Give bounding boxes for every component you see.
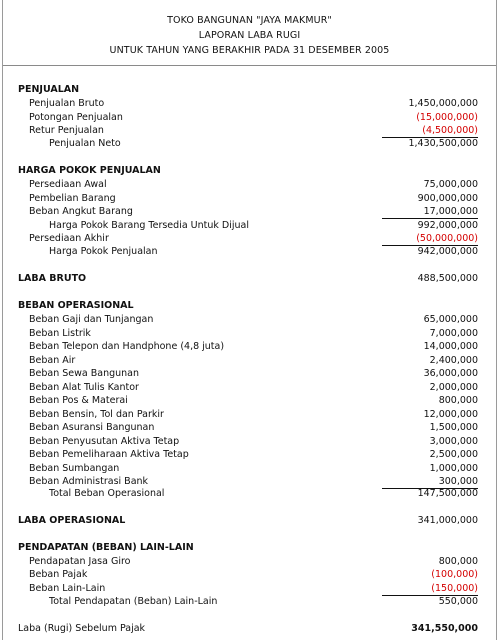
line-value: 1,500,000 [429,422,478,433]
line-value-negative: (4,500,000) [382,124,478,138]
line-item-retur-penjualan [3,124,496,137]
line-value: 2,500,000 [429,449,478,460]
line-item-beban-pajak [3,568,496,581]
line-label: Beban Gaji dan Tunjangan [29,314,154,325]
section-title: BEBAN OPERASIONAL [18,300,134,311]
line-value: 800,000 [438,556,478,567]
line-value: 3,000,000 [429,436,478,447]
line-value: 300,000 [382,475,478,489]
line-label: Beban Asuransi Bangunan [29,422,155,433]
line-value-negative: (15,000,000) [416,112,478,123]
line-value: 1,000,000 [429,463,478,474]
line-value: 12,000,000 [423,409,478,420]
line-label: Beban Listrik [29,328,91,339]
expense-line-item [3,421,496,434]
line-label: Beban Sumbangan [29,463,120,474]
expense-line-item [3,327,496,340]
line-item-pembelian-barang [3,192,496,205]
subtotal-value: 942,000,000 [417,246,478,257]
line-label: Beban Air [29,355,76,366]
line-label: Pendapatan Jasa Giro [29,556,131,567]
subtotal-value: 1,430,500,000 [408,138,478,149]
line-value: 7,000,000 [429,328,478,339]
subtotal-label: Total Pendapatan (Beban) Lain-Lain [49,596,218,607]
line-label: Beban Sewa Bangunan [29,368,140,379]
section-title: PENJUALAN [18,84,80,95]
section-heading-hpp [3,164,496,177]
subtotal-value: 550,000 [438,596,478,607]
report-body [3,66,496,640]
expense-line-item [3,354,496,367]
expense-line-item [3,408,496,421]
line-label: Retur Penjualan [29,125,104,136]
subtotal-beban-operasional [3,487,496,500]
section-heading-lain-lain [3,541,496,554]
report-title: LAPORAN LABA RUGI [198,30,301,41]
line-item-potongan-penjualan [3,111,496,124]
expense-line-item [3,448,496,461]
line-label: Penjualan Bruto [29,98,105,109]
line-item-beban-angkut [3,205,496,218]
section-heading-penjualan [3,83,496,96]
subtotal-label: Harga Pokok Barang Tersedia Untuk Dijual [49,220,249,231]
line-label: Persediaan Akhir [29,233,109,244]
line-item-beban-lain-lain [3,582,496,595]
line-label: Beban Lain-Lain [29,583,106,594]
line-value: 900,000,000 [417,193,478,204]
line-value-negative: (100,000) [431,569,478,580]
total-value: 341,550,000 [411,623,478,634]
line-item-persediaan-awal [3,178,496,191]
line-label: Beban Pajak [29,569,88,580]
subtotal-lain-lain [3,595,496,608]
line-label: Pembelian Barang [29,193,116,204]
line-value: 1,450,000,000 [408,98,478,109]
total-laba-sebelum-pajak [3,622,496,635]
total-label: LABA OPERASIONAL [18,515,126,526]
expense-line-item [3,340,496,353]
line-label: Beban Telepon dan Handphone (4,8 juta) [29,341,225,352]
line-value: 800,000 [438,395,478,406]
subtotal-label: Penjualan Neto [49,138,121,149]
expense-line-item [3,367,496,380]
line-label: Persediaan Awal [29,179,107,190]
report-period: UNTUK TAHUN YANG BERAKHIR PADA 31 DESEMBER 2005 [109,45,390,56]
line-value: 14,000,000 [423,341,478,352]
line-label: Beban Pos & Materai [29,395,128,406]
subtotal-penjualan-neto [3,137,496,150]
total-label: Laba (Rugi) Sebelum Pajak [18,623,146,634]
line-item-penjualan-bruto [3,97,496,110]
report-header [3,0,496,66]
line-label: Beban Pemeliharaan Aktiva Tetap [29,449,189,460]
line-value: 65,000,000 [423,314,478,325]
line-item-jasa-giro [3,555,496,568]
subtotal-label: Harga Pokok Penjualan [49,246,158,257]
line-label: Beban Administrasi Bank [29,476,149,487]
subtotal-label: Total Beban Operasional [49,488,165,499]
expense-line-item [3,462,496,475]
expense-line-item [3,381,496,394]
subtotal-value: 147,500,000 [417,488,478,499]
line-label: Beban Angkut Barang [29,206,133,217]
line-value-negative: (150,000) [382,582,478,596]
line-value: 36,000,000 [423,368,478,379]
line-value-negative: (50,000,000) [382,232,478,246]
section-heading-beban-operasional [3,299,496,312]
section-title: HARGA POKOK PENJUALAN [18,165,161,176]
expense-line-item [3,394,496,407]
line-label: Beban Bensin, Tol dan Parkir [29,409,164,420]
total-laba-bruto [3,272,496,285]
total-value: 341,000,000 [417,515,478,526]
line-value: 75,000,000 [423,179,478,190]
total-laba-operasional [3,514,496,527]
subtotal-hpp [3,245,496,258]
line-value: 2,400,000 [429,355,478,366]
line-item-persediaan-akhir [3,232,496,245]
total-label: LABA BRUTO [18,273,87,284]
expense-line-item [3,435,496,448]
expense-line-item [3,313,496,326]
subtotal-barang-tersedia [3,219,496,232]
total-value: 488,500,000 [417,273,478,284]
income-statement-document [2,0,497,640]
line-label: Potongan Penjualan [29,112,123,123]
line-label: Beban Penyusutan Aktiva Tetap [29,436,180,447]
line-label: Beban Alat Tulis Kantor [29,382,139,393]
company-name: TOKO BANGUNAN "JAYA MAKMUR" [167,15,332,26]
line-value: 2,000,000 [429,382,478,393]
line-value: 17,000,000 [382,205,478,219]
subtotal-value: 992,000,000 [417,220,478,231]
section-title: PENDAPATAN (BEBAN) LAIN-LAIN [18,542,194,553]
